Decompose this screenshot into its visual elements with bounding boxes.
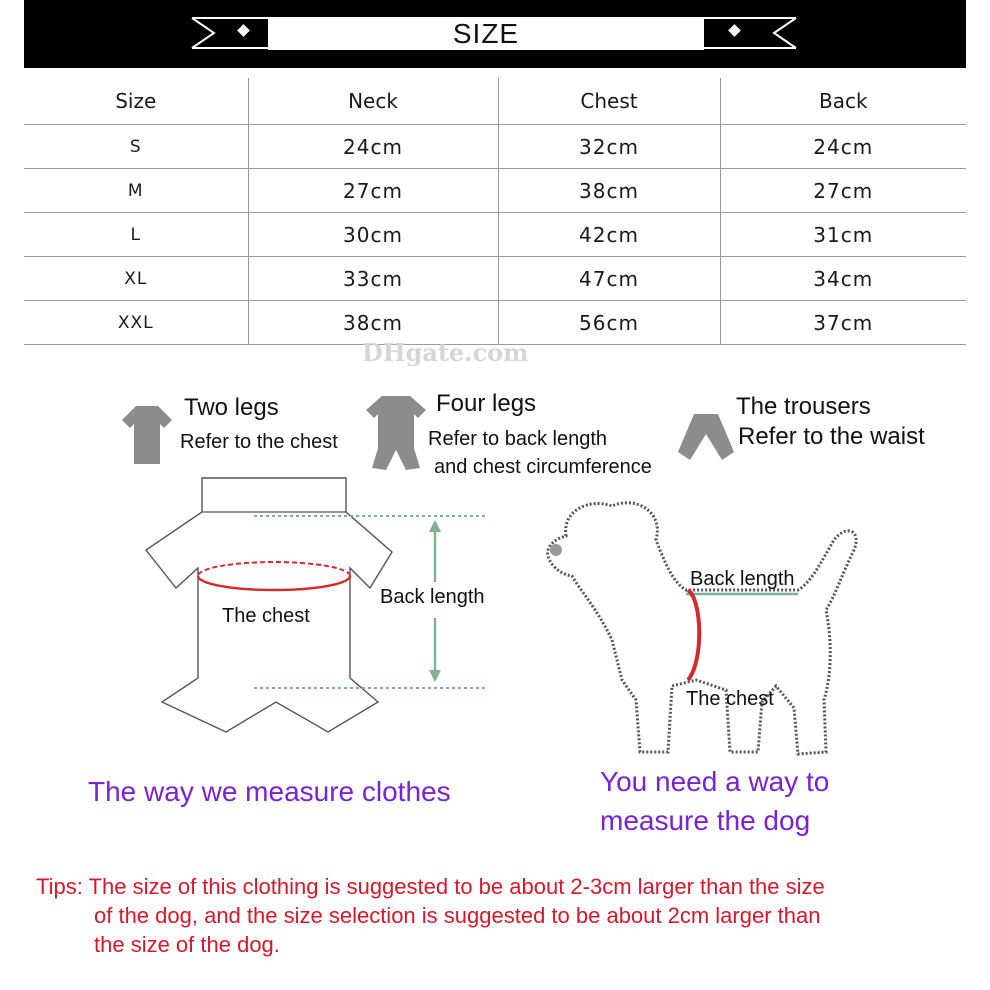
tips-line-3: the size of the dog. [94,932,280,957]
table-cell: 38cm [498,169,720,213]
clothes-back-length-label: Back length [380,586,485,608]
table-cell: 37cm [720,301,966,345]
tips-line-1: Tips: The size of this clothing is suggested to be about 2-3cm larger than the size [36,874,825,899]
table-cell: L [24,213,248,257]
table-cell: 27cm [720,169,966,213]
trousers-icon [676,412,736,462]
header-size: Size [24,78,248,125]
table-cell: 30cm [248,213,498,257]
dog-diagram [536,490,876,770]
table-row [24,257,966,301]
header-back: Back [720,78,966,125]
table-cell: 24cm [248,125,498,169]
tips-text [36,872,976,959]
table-row [24,125,966,169]
dog-caption-line2: measure the dog [600,805,811,836]
four-leg-suit-icon [364,394,428,472]
banner-title: SIZE [268,18,704,50]
table-cell: 47cm [498,257,720,301]
two-legs-subtitle: Refer to the chest [180,431,338,453]
table-cell: 27cm [248,169,498,213]
table-cell: 33cm [248,257,498,301]
dog-chest-label: The chest [686,688,774,710]
table-cell: 56cm [498,301,720,345]
table-cell: 38cm [248,301,498,345]
table-cell: 32cm [498,125,720,169]
table-cell: 31cm [720,213,966,257]
table-row [24,213,966,257]
trousers-subtitle: Refer to the waist [738,423,925,450]
table-cell: 42cm [498,213,720,257]
table-cell: S [24,125,248,169]
four-legs-subtitle-2: and chest circumference [434,456,652,478]
table-header-row [24,78,966,125]
clothes-caption: The way we measure clothes [88,776,451,807]
trousers-title: The trousers [736,393,871,420]
tips-line-2: of the dog, and the size selection is suggested to be about 2cm larger than [94,903,821,928]
four-legs-title: Four legs [436,390,537,417]
four-legs-subtitle-1: Refer to back length [428,428,607,450]
diamond-icon [728,24,741,37]
table-cell: XXL [24,301,248,345]
dog-caption-line1: You need a way to [600,766,830,797]
table-row [24,169,966,213]
header-chest: Chest [498,78,720,125]
dog-back-length-label: Back length [690,568,795,590]
diamond-icon [237,24,250,37]
table-cell: M [24,169,248,213]
header-neck: Neck [248,78,498,125]
watermark: DHgate.com [362,338,529,367]
table-cell: XL [24,257,248,301]
two-legs-title: Two legs [184,394,279,421]
clothes-chest-label: The chest [222,605,310,627]
table-cell: 24cm [720,125,966,169]
two-leg-shirt-icon [120,404,174,466]
table-cell: 34cm [720,257,966,301]
size-table [24,78,966,345]
